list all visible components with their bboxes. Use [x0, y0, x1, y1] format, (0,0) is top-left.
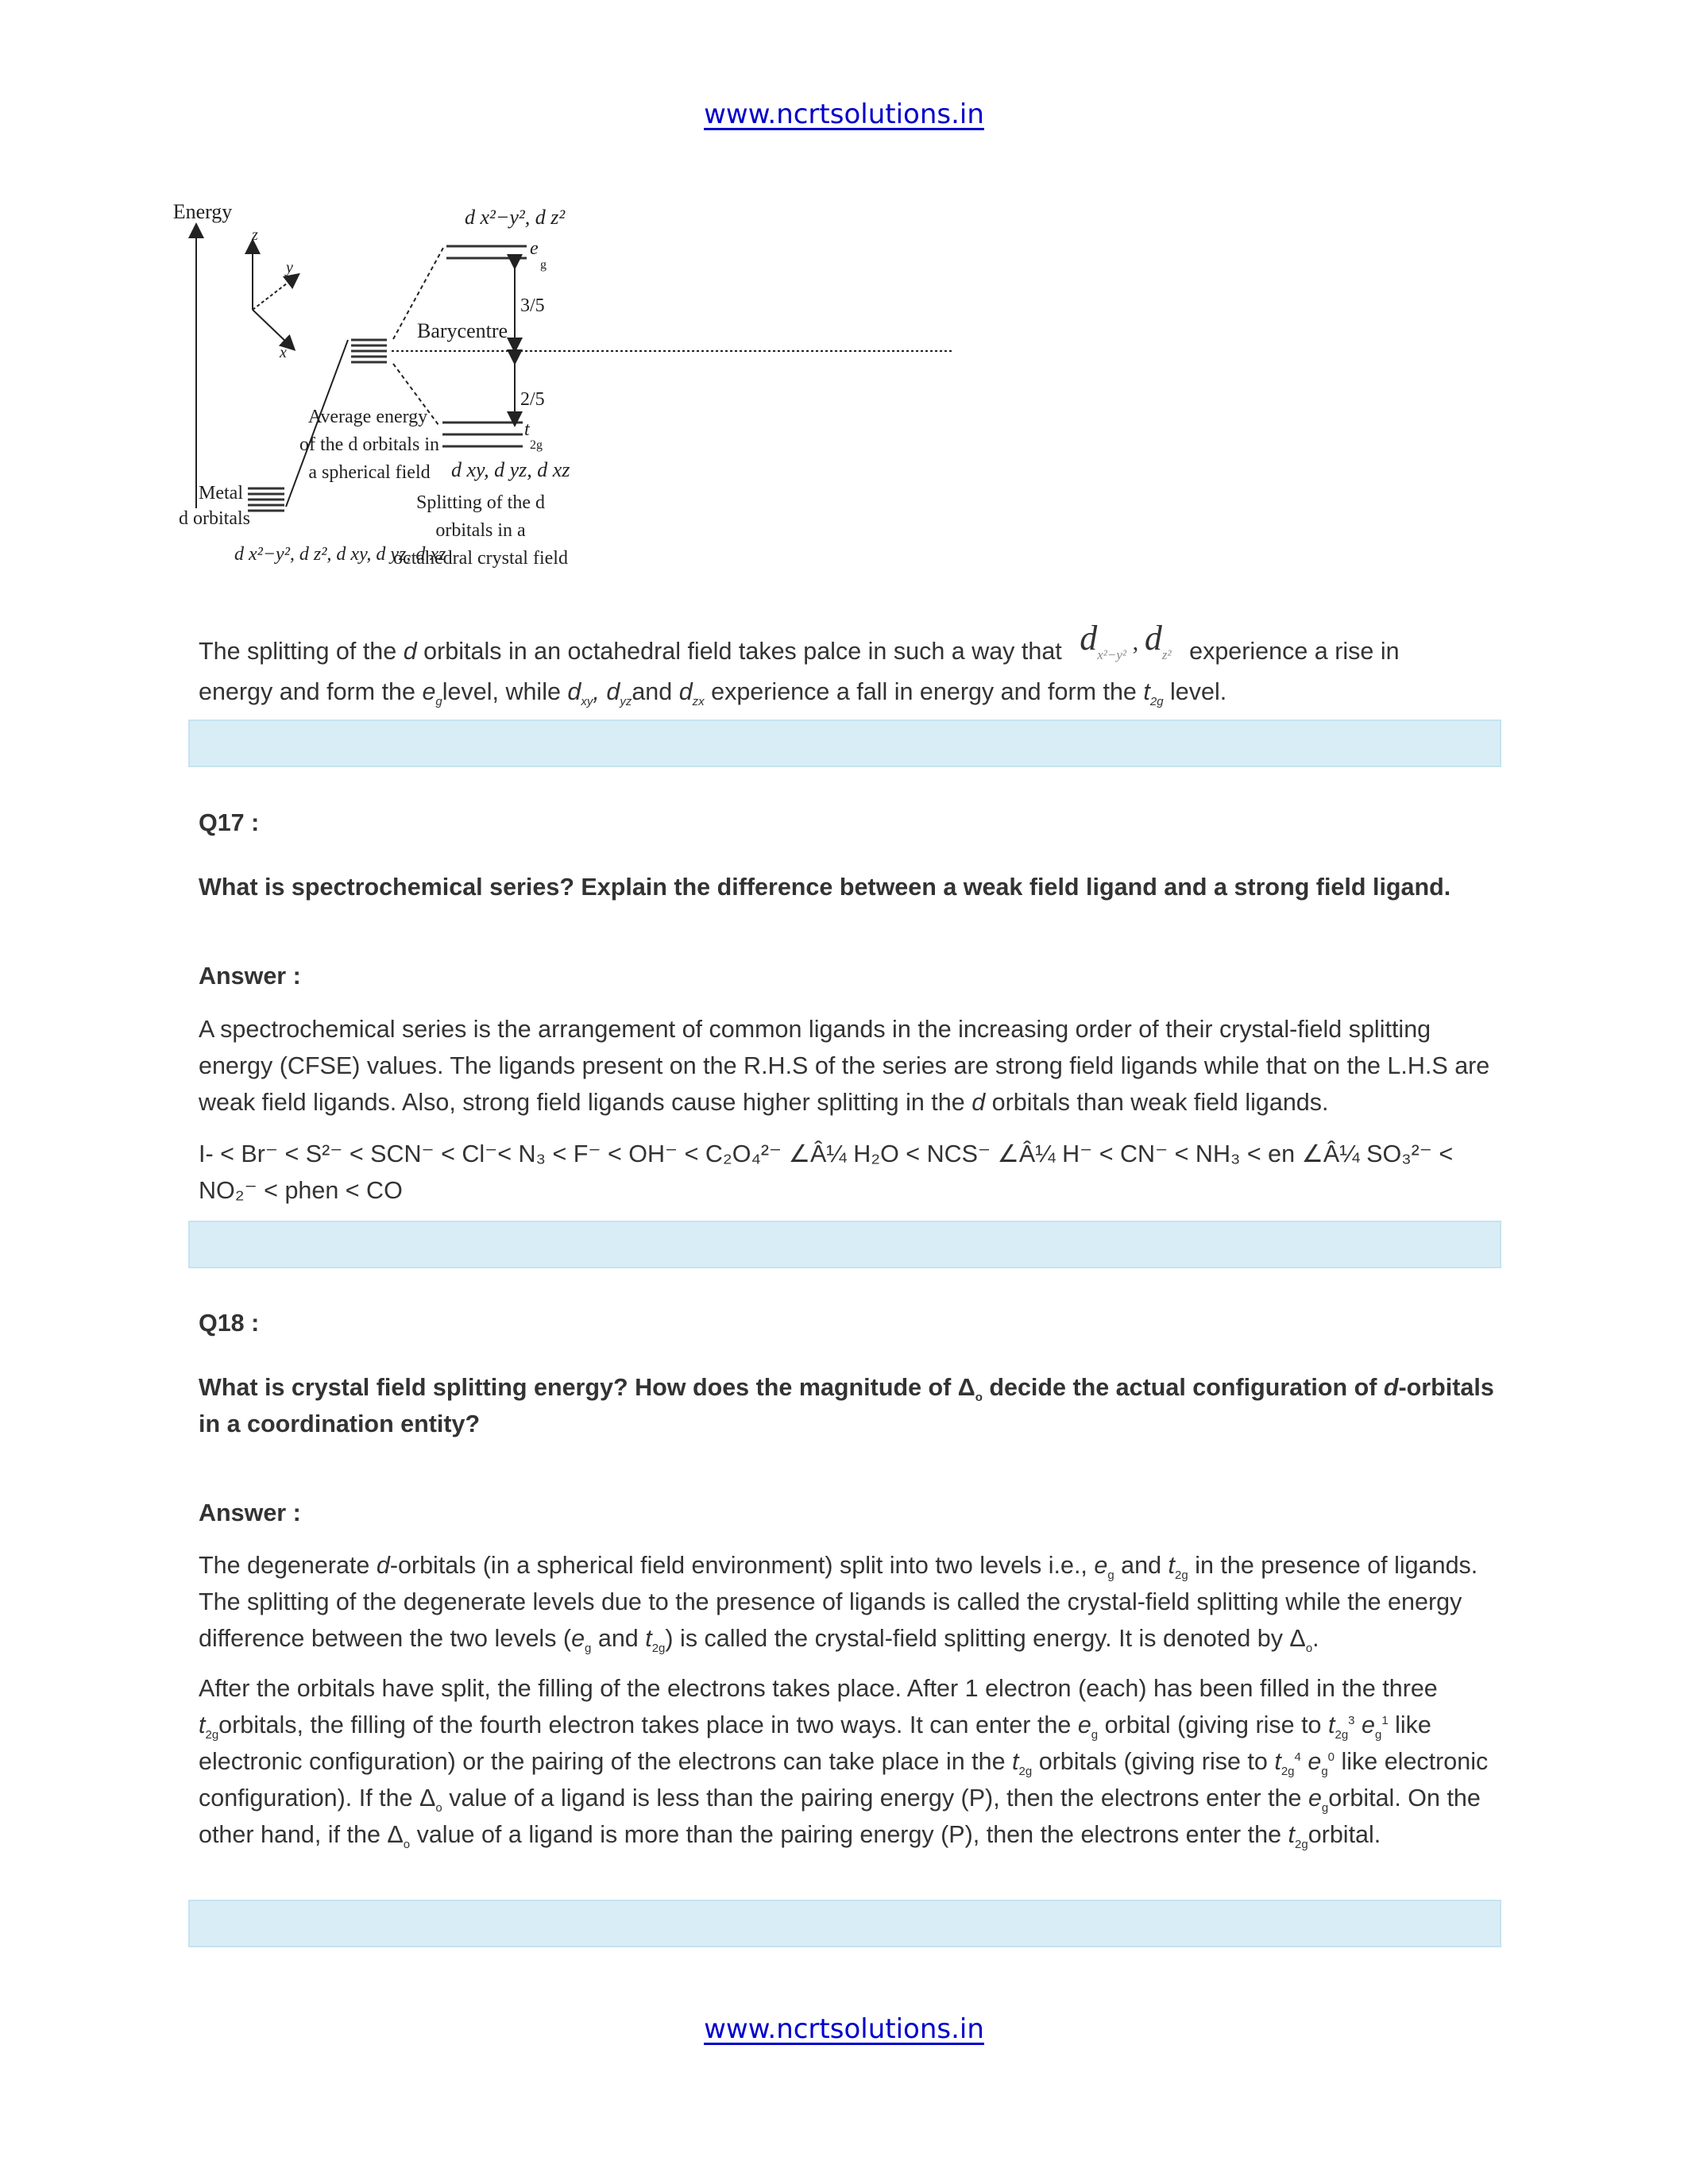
svg-text:d xy, d yz, d xz: d xy, d yz, d xz	[451, 458, 570, 481]
q18-question: What is crystal field splitting energy? How does the magnitude of $\Delta_o$ decide the actual configuration of d-orbitals in a coordination entity?	[199, 1374, 1494, 1437]
q17-answer-paragraph: A spectrochemical series is the arrangement of common ligands in the increasing order of their crystal-field splitting energy (CFSE) values. The ligands present on the R.H.S of the series are strong field ligands while that on the L.H.S are weak field ligands. Also, strong field ligands cause higher splitting in the d orbitals than weak field ligands.	[199, 1016, 1490, 1116]
barycentre-label: Barycentre	[417, 319, 508, 342]
footer-site-link[interactable]: www.ncrtsolutions.in	[704, 2013, 984, 2045]
q17-question: What is spectrochemical series? Explain the difference between a weak field ligand and a strong field ligand.	[199, 874, 1451, 901]
svg-text:a spherical field: a spherical field	[308, 462, 431, 483]
svg-text:t: t	[524, 419, 530, 440]
svg-text:g: g	[540, 258, 547, 272]
svg-text:of the d orbitals in: of the d orbitals in	[299, 434, 439, 455]
separator-bar	[188, 1221, 1501, 1268]
xyz-axes-icon	[251, 226, 294, 361]
svg-text:Splitting of the d: Splitting of the d	[416, 492, 545, 513]
crystal-field-splitting-diagram	[159, 175, 953, 604]
spectrochemical-series: I- < Br⁻ < S²⁻ < SCN⁻ < Cl⁻< N₃ < F⁻ < OH⁻ < C₂O₄²⁻ ∠Â¼ H₂O < NCS⁻ ∠Â¼ H⁻ < CN⁻ < NH₃ < en ∠Â¼ SO₃²⁻ < NO₂⁻ < phen < CO	[199, 1140, 1454, 1204]
energy-axis	[173, 200, 233, 508]
svg-text:y: y	[286, 259, 293, 276]
svg-text:z: z	[252, 226, 258, 244]
svg-text:orbitals in a: orbitals in a	[435, 520, 526, 541]
svg-text:2g: 2g	[530, 438, 543, 452]
separator-bar	[188, 720, 1501, 767]
fraction-three-fifths: 3/5	[520, 295, 545, 316]
svg-text:octahedral crystal field: octahedral crystal field	[393, 548, 568, 569]
q18-answer-paragraph-2: After the orbitals have split, the filling of the electrons takes place. After 1 electron (each) has been filled in the three $t_{2g}orbitals$, the filling of the fourth electron takes place in two ways. It can enter the $e_g$ orbital (giving rise to $t_{2g}^3$ $e_g^1$ like electronic configuration) or the pairing of the electrons can take place in the $t_{2g}$ orbitals (giving rise to $t_{2g}^4$ $e_g^0$ like electronic configuration). If the $\Delta_o$ value of a ligand is less than the pairing energy (P), then the electrons enter the $e_gorbital$. On the other hand, if the $\Delta_o$ value of a ligand is more than the pairing energy (P), then the electrons enter the $t_{2g}orbital$.	[199, 1675, 1489, 1852]
energy-label: Energy	[172, 200, 233, 223]
svg-text:e: e	[530, 238, 539, 259]
formula-image: $d_{x^2-y^2}$ , $d_{z^2}$	[1080, 619, 1172, 662]
metal-d-orbitals-levels	[248, 488, 284, 511]
svg-text:d x²−y², d z²: d x²−y², d z²	[465, 206, 566, 229]
fraction-two-fifths: 2/5	[520, 389, 545, 410]
q17-number: Q17 :	[199, 809, 260, 836]
svg-text:Average energy: Average energy	[307, 407, 428, 427]
header-site-link[interactable]: www.ncrtsolutions.in	[704, 98, 984, 130]
svg-text:d x²−y², d z², d xy, d yz, d x: d x²−y², d z², d xy, d yz, d xz	[234, 544, 446, 565]
q18-answer-paragraph-1: The degenerate d-orbitals (in a spherical field environment) split into two levels i.e., $e_g$ and $t_{2g}$ in the presence of ligands. The splitting of the degenerate levels due to the presence of ligands is called the crystal-field splitting while the energy difference between the two levels ($e_g$ and $t_{2g}$) is called the crystal-field splitting energy. It is denoted by $\Delta_o$.	[199, 1552, 1478, 1656]
q18-number: Q18 :	[199, 1310, 260, 1337]
intro-paragraph: The splitting of the d orbitals in an octahedral field takes palce in such a way that $d_{x^2-y^2}$ , $d_{z^2}$ experience a rise in energy and form the $e_glevel$, while $d_{xy}$, $d_{yz}and$ $d_{zx}$ experience a fall in energy and form the $t_{2g}$ level.	[199, 619, 1400, 709]
q18-answer-label: Answer :	[199, 1499, 301, 1526]
q17-answer-label: Answer :	[199, 963, 301, 990]
svg-text:x: x	[280, 344, 287, 361]
spherical-field-levels	[351, 340, 387, 362]
separator-bar	[188, 1900, 1501, 1947]
svg-text:Metal: Metal	[199, 483, 243, 504]
svg-text:d orbitals: d orbitals	[179, 508, 250, 529]
